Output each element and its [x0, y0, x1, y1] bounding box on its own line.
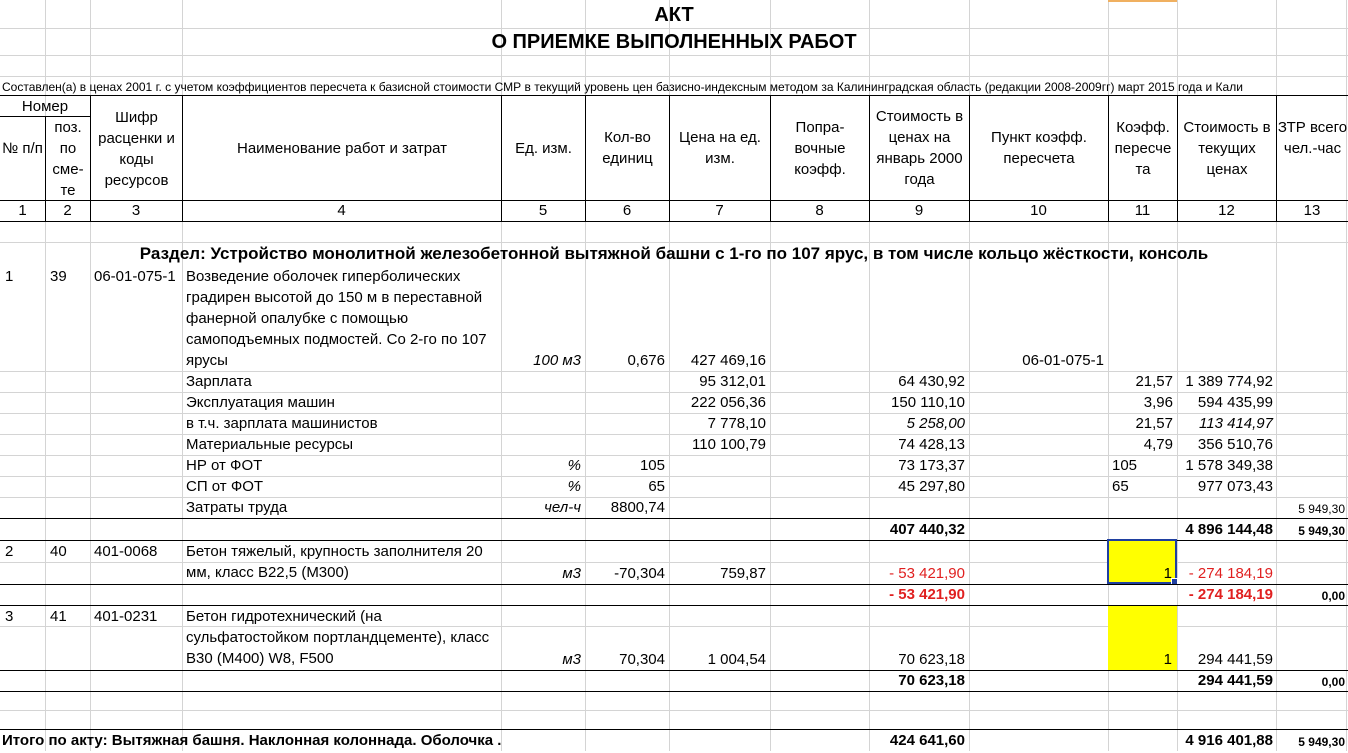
sub-cost: 594 435,99: [1197, 394, 1273, 411]
sub-cost2000: 74 428,13: [898, 436, 965, 453]
item1-price: 427 469,16: [690, 352, 766, 369]
sub-coef: 105: [1112, 457, 1138, 474]
item2-total-ztr: 0,00: [1321, 589, 1345, 603]
total-border: [0, 670, 1348, 671]
sub-cost: 113 414,97: [1199, 415, 1273, 432]
item3-npp: 3: [5, 608, 14, 625]
grand-total-ztr: 5 949,30: [1298, 735, 1345, 749]
sub-name: Зарплата: [186, 373, 252, 390]
item3-unit: м3: [562, 651, 581, 668]
doc-title: АКТ: [654, 4, 694, 26]
sub-price: 222 056,36: [690, 394, 766, 411]
item1-name: Возведение оболочек гиперболических градирен высотой до 150 м в переставной фанерной опалубке с помощью самоподъемных подмостей. Со 2-го по 107 ярусы: [186, 268, 487, 369]
item2-poz: 40: [50, 543, 67, 560]
header-shifr: Шифр расценки и коды ресурсов: [98, 109, 175, 189]
item1-total-cost2000: 407 440,32: [889, 521, 965, 538]
sub-name: НР от ФОТ: [186, 457, 263, 474]
col-number: 2: [63, 202, 72, 219]
col-number: 5: [538, 202, 548, 219]
item3-price: 1 004,54: [707, 651, 766, 668]
item2-name: Бетон тяжелый, крупность заполнителя 20 мм, класс В22,5 (М300): [186, 543, 483, 581]
col-number: 3: [131, 202, 141, 219]
section-title: Раздел: Устройство монолитной железобетонной вытяжной башни с 1-го по 107 ярус, в том числе кольцо жёсткости, консоль: [139, 244, 1209, 263]
sub-name: СП от ФОТ: [186, 478, 264, 495]
sub-coef: 21,57: [1135, 415, 1173, 432]
sub-cost: 977 073,43: [1197, 478, 1273, 495]
item1-punkt: 06-01-075-1: [1022, 352, 1104, 369]
header-border: [0, 95, 1348, 96]
item3-total-cost2000: 70 623,18: [898, 672, 965, 689]
col-number: 10: [1030, 202, 1047, 219]
item1-qty: 0,676: [627, 352, 665, 369]
sub-qty: 65: [648, 478, 665, 495]
sub-unit: чел-ч: [544, 499, 581, 516]
sub-coef: 3,96: [1143, 394, 1173, 411]
col-number: 11: [1134, 202, 1151, 219]
item2-qty: -70,304: [614, 565, 665, 582]
item3-total-cost: 294 441,59: [1197, 672, 1273, 689]
sub-cost2000: 45 297,80: [898, 478, 965, 495]
item3-poz: 41: [50, 608, 67, 625]
sub-cost2000: 64 430,92: [898, 373, 965, 390]
sub-price: 95 312,01: [699, 373, 766, 390]
header-price: Цена на ед. изм.: [679, 129, 761, 167]
header-npp: № п/п: [2, 140, 43, 157]
sub-cost2000: 73 173,37: [898, 457, 965, 474]
header-poz: поз. по сме-те: [52, 119, 84, 199]
item3-qty: 70,304: [619, 651, 665, 668]
item2-cost: - 274 184,19: [1188, 565, 1273, 582]
item1-poz: 39: [50, 268, 67, 285]
item1-total-ztr: 5 949,30: [1298, 524, 1345, 538]
grand-total-label: Итого по акту: Вытяжная башня. Наклонная колоннада. Оболочка .: [2, 732, 502, 749]
header-cost-current: Стоимость в текущих ценах: [1183, 119, 1271, 178]
item3-cost2000: 70 623,18: [898, 651, 965, 668]
sub-coef: 4,79: [1143, 436, 1173, 453]
header-qty: Кол-во единиц: [602, 129, 653, 167]
header-nomer: Номер: [21, 98, 69, 115]
item1-shifr: 06-01-075-1: [94, 268, 176, 285]
col-number: 7: [715, 202, 724, 219]
item2-cost2000: - 53 421,90: [889, 565, 965, 582]
grid-line: [0, 55, 1348, 56]
sub-coef: 21,57: [1135, 373, 1173, 390]
info-line: Составлен(а) в ценах 2001 г. с учетом коэффициентов пересчета к базисной стоимости СМР в текущий уровень цен базисно-индексным методом за Калининградская область (редакции 2008-2009гг) март 2015 года и Кали: [2, 80, 1243, 94]
grand-total-cost: 4 916 401,88: [1185, 732, 1273, 749]
header-correction: Попра-вочные коэфф.: [794, 119, 846, 178]
sub-coef: 65: [1112, 478, 1129, 495]
total-border: [0, 691, 1348, 692]
item2-total-cost: - 274 184,19: [1188, 586, 1273, 603]
item3-cost: 294 441,59: [1197, 651, 1273, 668]
item2-unit: м3: [562, 565, 581, 582]
sub-price: 7 778,10: [707, 415, 766, 432]
col-number: 12: [1218, 202, 1235, 219]
col-number: 13: [1303, 202, 1321, 219]
col-number: 6: [622, 202, 632, 219]
cell-marker: [1108, 0, 1177, 2]
item1-npp: 1: [5, 268, 14, 285]
col-number: 8: [815, 202, 824, 219]
sub-qty: 105: [639, 457, 665, 474]
item2-total-cost2000: - 53 421,90: [889, 586, 965, 603]
doc-subtitle: О ПРИЕМКЕ ВЫПОЛНЕННЫХ РАБОТ: [491, 31, 857, 53]
header-ztr: ЗТР всего чел.-час: [1277, 119, 1348, 157]
col-number: 4: [337, 202, 346, 219]
sub-cost: 1 389 774,92: [1185, 373, 1273, 390]
total-border: [0, 584, 1348, 585]
item3-name: Бетон гидротехнический (на сульфатостойком портландцементе), класс В30 (М400) W8, F500: [186, 608, 490, 667]
header-unit: Ед. изм.: [515, 140, 572, 157]
sub-unit: %: [567, 457, 581, 474]
item3-coef[interactable]: 1: [1163, 651, 1172, 668]
sub-ztr: 5 949,30: [1298, 502, 1345, 516]
sub-price: 110 100,79: [692, 436, 766, 453]
item1-total-cost: 4 896 144,48: [1185, 521, 1273, 538]
header-border: [0, 221, 1348, 222]
header-coef: Коэфф. пересче та: [1114, 119, 1172, 178]
sub-name: Затраты труда: [186, 499, 288, 516]
item2-price: 759,87: [720, 565, 766, 582]
sub-cost: 356 510,76: [1197, 436, 1273, 453]
item1-unit: 100 м3: [533, 352, 581, 369]
item3-shifr: 401-0231: [94, 608, 158, 625]
header-punkt: Пункт коэфф. пересчета: [991, 129, 1087, 167]
header-name: Наименование работ и затрат: [236, 140, 447, 157]
item2-shifr: 401-0068: [94, 543, 158, 560]
item3-total-ztr: 0,00: [1321, 675, 1345, 689]
grid-line: [1346, 0, 1347, 751]
sub-unit: %: [567, 478, 581, 495]
sub-qty: 8800,74: [610, 499, 665, 516]
header-cost2000: Стоимость в ценах на январь 2000 года: [875, 108, 964, 188]
sub-name: в т.ч. зарплата машинистов: [186, 415, 378, 432]
sub-cost: 1 578 349,38: [1185, 457, 1273, 474]
grand-total-cost2000: 424 641,60: [889, 732, 965, 749]
total-border: [0, 518, 1348, 519]
sub-name: Материальные ресурсы: [186, 436, 354, 453]
item2-npp: 2: [5, 543, 14, 560]
col-number: 9: [914, 202, 924, 219]
sub-cost2000: 150 110,10: [891, 394, 965, 411]
grid-line: [0, 28, 1348, 29]
sub-name: Эксплуатация машин: [186, 394, 335, 411]
grid-line: [0, 710, 1348, 711]
sub-cost2000: 5 258,00: [906, 415, 965, 432]
col-number: 1: [18, 202, 27, 219]
item2-coef[interactable]: 1: [1163, 565, 1172, 582]
